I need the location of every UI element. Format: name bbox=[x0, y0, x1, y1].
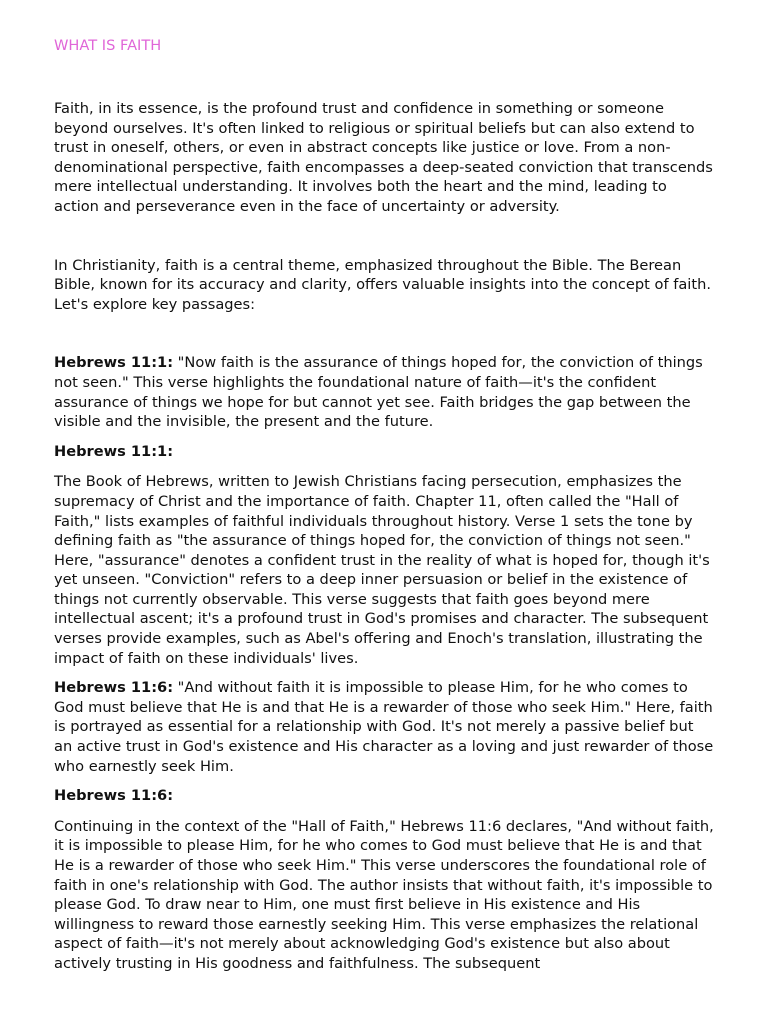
verse-reference: Hebrews 11:6: bbox=[54, 679, 174, 697]
section-heading-hebrews-11-6: Hebrews 11:6: bbox=[54, 787, 174, 805]
section-heading-hebrews-11-1: Hebrews 11:1: bbox=[54, 442, 174, 460]
intro-paragraph-2: In Christianity, faith is a central theme, emphasized throughout the Bible. The Berean Bible, known for its accuracy and clarity, offers valuable insights into the concept of faith. Let's explore key passages: bbox=[54, 256, 711, 313]
verse-paragraph-hebrews-11-1 bbox=[54, 353, 716, 431]
commentary-paragraph-2: Continuing in the context of the "Hall of Faith," Hebrews 11:6 declares, "And without faith, it is impossible to please Him, for he who comes to God must believe that He is and that He is a rewarder of those who seek Him." This verse underscores the foundational role of faith in one's relationship with God. The author insists that without faith, it's impossible to please God. To draw near to Him, one must first believe in His existence and His willingness to reward those earnestly seeking Him. This verse emphasizes the relational aspect of faith—it's not merely about acknowledging God's existence but also about actively trusting in His goodness and faithfulness. The subsequent bbox=[54, 817, 714, 972]
intro-paragraph-1: Faith, in its essence, is the profound trust and confidence in something or someone beyond ourselves. It's often linked to religious or spiritual beliefs but can also extend to trust in oneself, others, or even in abstract concepts like justice or love. From a non-denominational perspective, faith encompasses a deep-seated conviction that transcends mere intellectual understanding. It involves both the heart and the mind, leading to action and perseverance even in the face of uncertainty or adversity. bbox=[54, 100, 713, 215]
commentary-paragraph-1: The Book of Hebrews, written to Jewish Christians facing persecution, emphasizes the supremacy of Christ and the importance of faith. Chapter 11, often called the "Hall of Faith," lists examples of faithful individuals throughout history. Verse 1 sets the tone by defining faith as "the assurance of things hoped for, the conviction of things not seen." Here, "assurance" denotes a confident trust in the reality of what is hoped for, though it's yet unseen. "Conviction" refers to a deep inner persuasion or belief in the existence of things not currently observable. This verse suggests that faith goes beyond mere intellectual ascent; it's a profound trust in God's promises and character. The subsequent verses provide examples, such as Abel's offering and Enoch's translation, illustrating the impact of faith on these individuals' lives. bbox=[54, 473, 710, 667]
verse-paragraph-hebrews-11-6 bbox=[54, 678, 716, 776]
verse-reference: Hebrews 11:1: bbox=[54, 354, 174, 372]
page-title: WHAT IS FAITH bbox=[54, 37, 162, 54]
verse-text: "Now faith is the assurance of things hoped for, the conviction of things not seen." This verse highlights the foundational nature of faith—it's the confident assurance of things we hope for but cannot yet see. Faith bridges the gap between the visible and the invisible, the present and the future. bbox=[54, 354, 703, 431]
document-page bbox=[54, 36, 716, 974]
verse-text: "And without faith it is impossible to please Him, for he who comes to God must believe that He is and that He is a rewarder of those who seek Him." Here, faith is portrayed as essential for a relationship with God. It's not merely a passive belief but an active trust in God's existence and His character as a loving and just rewarder of those who earnestly seek Him. bbox=[54, 679, 714, 775]
